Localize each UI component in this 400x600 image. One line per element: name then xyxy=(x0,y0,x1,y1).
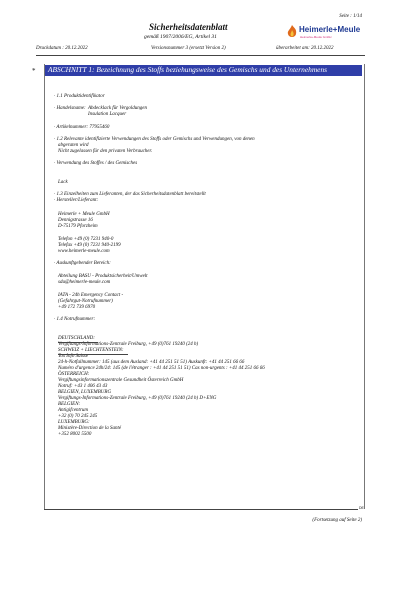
version-number: Versionsnummer 3 (ersetzt Version 2) xyxy=(151,46,226,51)
relevant-uses-heading-cont: abgeraten wird xyxy=(58,143,89,148)
switzerland-line-3: Numéro d'urgence 24h/24: 145 (de l'étranger : +41 44 251 51 51) Cas non-urgents : +41 44 251 66 66 xyxy=(58,366,265,371)
austria-label: ÖSTERREICH: xyxy=(58,372,90,377)
footer-rule xyxy=(44,509,358,510)
company-name: Heimerle + Meule GmbH xyxy=(58,212,110,217)
underline-de xyxy=(58,342,98,343)
switzerland-line-1: Tox Info Suisse xyxy=(58,354,89,359)
info-department-label: · Auskunftgebender Bereich: xyxy=(54,261,111,266)
belgium-luxembourg-label: BELGIEN, LUXEMBURG xyxy=(58,390,112,395)
underline-ch xyxy=(58,354,128,355)
header-rule xyxy=(36,55,365,56)
belgium-label: BELGIEN: xyxy=(58,402,81,407)
revision-date: überarbeitet am: 20.12.2022 xyxy=(276,46,334,51)
section-1-header: ABSCHNITT 1: Bezeichnung des Stoffs beziehungsweise des Gemischs und des Unternehmens xyxy=(45,65,362,76)
trade-name: Abdecklack für Vergoldungen xyxy=(88,106,147,111)
change-marker: * xyxy=(32,67,36,75)
trade-name-secondary: Insulation Lacquer xyxy=(88,112,127,117)
relevant-uses-heading: · 1.2 Relevante identifizierte Verwendungen des Stoffs oder Gemischs und Verwendungen, von denen xyxy=(54,137,255,142)
print-date: Druckdatum : 20.12.2022 xyxy=(36,46,88,51)
logo-tagline: Heimerle+Meule GmbH xyxy=(300,35,332,39)
product-identifier-heading: · 1.1 Produktidentifikator xyxy=(54,94,105,99)
iata-phone: +49 172 739 6970 xyxy=(58,305,96,310)
luxembourg-line-2: +352 8002 5500 xyxy=(58,432,92,437)
trade-name-label: · Handelsname: xyxy=(54,106,86,111)
emergency-number-heading: · 1.4 Notrufnummer: xyxy=(54,317,96,322)
use-label: · Verwendung des Stoffes / des Gemisches xyxy=(54,161,138,166)
austria-line-2: Notruf: +43 1 406 43 43 xyxy=(58,384,108,389)
luxembourg-label: LUXEMBURG: xyxy=(58,420,90,425)
department-email[interactable]: sdu@heimerle-meule.com xyxy=(58,280,111,285)
article-number: · Artikelnummer: 77955460 xyxy=(54,125,110,130)
supplier-details-heading: · 1.3 Einzelheiten zum Lieferanten, der das Sicherheitsdatenblatt bereitstellt xyxy=(54,192,206,197)
not-for-private-use: Nicht zugelassen für den privaten Verbraucher. xyxy=(58,149,153,154)
flame-logo-icon xyxy=(285,24,299,40)
germany-label: DEUTSCHLAND: xyxy=(58,336,95,341)
germany-line: Vergiftungs-Informations-Zentrale Freiburg, +49 (0)761 19240 (24 h) xyxy=(58,342,199,347)
department-name: Abteilung BASU - Produktsicherheit/Umwelt xyxy=(58,274,148,279)
use-value: Lack xyxy=(58,180,68,185)
company-phone: Telefon +49 (0) 7231 940-0 xyxy=(58,237,114,242)
logo-name: Heimerle+Meule xyxy=(299,25,361,34)
language-marker: DE xyxy=(359,506,364,510)
belgium-luxembourg-line: Vergiftungs-Informations-Zentrale Freiburg, +49 (0)761 19240 (24 h) D+ENG xyxy=(58,396,217,401)
continuation-note: (Fortsetzung auf Seite 2) xyxy=(312,518,362,523)
switzerland-label: SCHWEIZ + LIECHTENSTEIN: xyxy=(58,348,124,353)
luxembourg-line-1: Ministère-Direction de la Santé xyxy=(58,426,122,431)
company-logo xyxy=(285,22,365,42)
company-fax: Telefax +49 (0) 7231 940-2199 xyxy=(58,243,121,248)
page-number: Seite : 1/14 xyxy=(339,14,362,19)
switzerland-line-2: 24-h-Notfallnummer: 145 (aus dem Ausland: +41 44 251 51 51) Auskunft: +41 44 251 66 66 xyxy=(58,360,245,365)
austria-line-1: Vergiftungsinformationszentrale Gesundheit Österreich GmbH xyxy=(58,378,184,383)
manufacturer-label: · Hersteller/Lieferant: xyxy=(54,198,99,203)
company-city: D-75179 Pforzheim xyxy=(58,224,98,229)
iata-contact: IATA - 24h Emergency Contact - xyxy=(58,293,124,298)
regulation-text: gemäß 1907/2006/EG, Artikel 31 xyxy=(144,34,217,40)
website-link[interactable]: www.heimerle-meule.com xyxy=(58,249,110,254)
company-website[interactable] xyxy=(58,249,110,255)
belgium-line-2: +32 (0) 70 245 245 xyxy=(58,414,98,419)
company-street: Dennigstrasse 16 xyxy=(58,218,93,223)
document-title: Sicherheitsdatenblatt xyxy=(149,22,228,32)
iata-contact-subtitle: (Gefahrgut-Notrufnummer) xyxy=(58,299,113,304)
belgium-line-1: Antigifcentrum xyxy=(58,408,88,413)
